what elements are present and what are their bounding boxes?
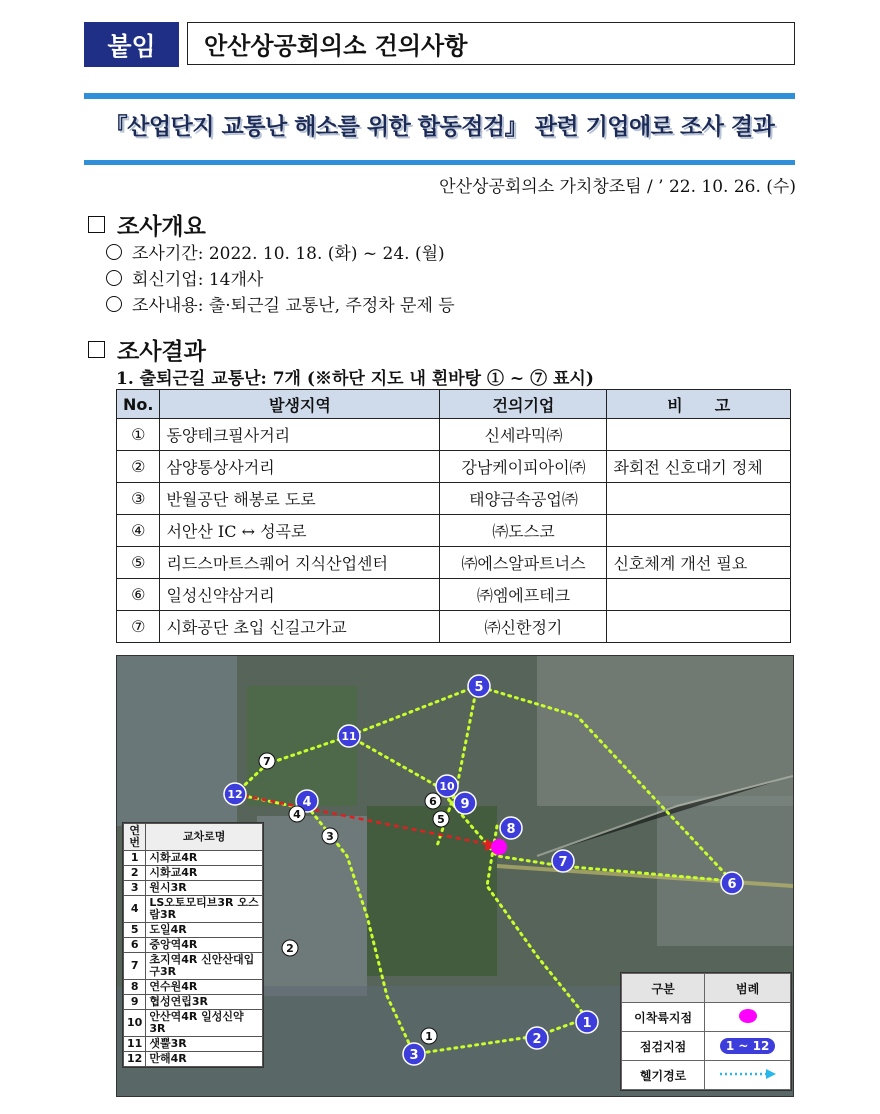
key-label: 이착륙지점 — [622, 1003, 705, 1032]
cell-location: 반월공단 해봉로 도로 — [160, 483, 440, 515]
map-key — [620, 972, 792, 1091]
svg-text:5: 5 — [474, 680, 484, 695]
key-symbol — [705, 1061, 791, 1090]
key-symbol — [705, 1003, 791, 1032]
byline: 안산상공회의소 가치창조팀 / ’ 22. 10. 26. (수) — [439, 177, 796, 197]
legend-row — [124, 881, 263, 896]
legend-name: LS오토모티브3R 오스람3R — [146, 896, 263, 923]
circle-bullet-icon — [106, 244, 122, 260]
page-title: 『산업단지 교통난 해소를 위한 합동점검』 관련 기업애로 조사 결과 — [104, 114, 775, 140]
legend-name: 시화교4R — [146, 851, 263, 866]
dotted-arrow-icon — [718, 1067, 778, 1081]
overview-item — [106, 239, 445, 264]
legend-row — [124, 866, 263, 881]
intersection-legend — [122, 822, 264, 1068]
legend-name: 초지역4R 신안산대입구3R — [146, 953, 263, 980]
cell-location: 삼양통상사거리 — [160, 451, 440, 483]
overview-heading-text: 조사개요 — [117, 214, 206, 240]
circle-bullet-icon — [106, 270, 122, 286]
table-row — [117, 483, 791, 515]
cell-location: 동양테크필사거리 — [160, 419, 440, 451]
cell-no: ④ — [117, 515, 160, 547]
key-col-type: 구분 — [622, 974, 705, 1003]
header-title: 안산상공회의소 건의사항 — [187, 22, 795, 65]
legend-name: 만해4R — [146, 1052, 263, 1067]
legend-name: 연수원4R — [146, 980, 263, 995]
svg-text:1: 1 — [582, 1016, 592, 1031]
key-header-row — [622, 974, 791, 1003]
magenta-dot-icon — [736, 1007, 760, 1025]
table-row — [117, 579, 791, 611]
legend-name: 샛뿔3R — [146, 1037, 263, 1052]
checkbox-square-icon — [88, 341, 105, 358]
table-row — [117, 515, 791, 547]
cell-company: 강남케이피아이㈜ — [440, 451, 607, 483]
checkpoint-marker — [436, 775, 458, 797]
svg-text:6: 6 — [727, 877, 737, 892]
key-label: 헬기경로 — [622, 1061, 705, 1090]
congestion-marker — [289, 806, 305, 822]
congestion-marker — [425, 793, 441, 809]
overview-heading — [88, 208, 206, 241]
checkpoint-marker — [500, 817, 522, 839]
cell-company: 태양금속공업㈜ — [440, 483, 607, 515]
svg-text:4: 4 — [293, 808, 301, 821]
legend-row — [124, 980, 263, 995]
cell-company: ㈜엠에프테크 — [440, 579, 607, 611]
table-row — [117, 547, 791, 579]
checkpoint-marker — [526, 1027, 548, 1049]
cell-no: ① — [117, 419, 160, 451]
legend-col-no: 연번 — [124, 824, 146, 851]
legend-no: 4 — [124, 896, 146, 923]
svg-text:8: 8 — [506, 822, 516, 837]
key-row — [622, 1032, 791, 1061]
key-label: 점검지점 — [622, 1032, 705, 1061]
checkbox-square-icon — [88, 216, 105, 233]
legend-no: 11 — [124, 1037, 146, 1052]
checkpoint-marker — [552, 850, 574, 872]
cell-remarks — [607, 419, 791, 451]
svg-text:12: 12 — [227, 788, 243, 801]
key-symbol — [705, 1032, 791, 1061]
legend-no: 1 — [124, 851, 146, 866]
legend-row — [124, 938, 263, 953]
cell-no: ⑦ — [117, 611, 160, 643]
legend-row — [124, 1037, 263, 1052]
legend-row — [124, 851, 263, 866]
overview-item — [106, 265, 263, 290]
cell-remarks — [607, 483, 791, 515]
overview-item-text: 조사기간: 2022. 10. 18. (화) ~ 24. (월) — [132, 244, 445, 264]
svg-text:7: 7 — [263, 755, 271, 768]
cell-location: 서안산 IC ↔ 성곡로 — [160, 515, 440, 547]
cell-remarks — [607, 579, 791, 611]
legend-name: 중앙역4R — [146, 938, 263, 953]
table-row — [117, 451, 791, 483]
svg-text:1: 1 — [425, 1030, 433, 1043]
legend-name: 도일4R — [146, 923, 263, 938]
svg-text:9: 9 — [460, 797, 470, 812]
legend-name: 원시3R — [146, 881, 263, 896]
checkpoint-marker — [468, 675, 490, 697]
title-bar-bottom — [84, 160, 795, 165]
congestion-marker — [322, 828, 338, 844]
svg-text:5: 5 — [437, 813, 445, 826]
congestion-marker — [282, 940, 298, 956]
cell-remarks — [607, 515, 791, 547]
title-bar-top — [84, 93, 795, 99]
results-subheading: 1. 출퇴근길 교통난: 7개 (※하단 지도 내 흰바탕 ① ~ ⑦ 표시) — [116, 364, 594, 391]
table-row — [117, 419, 791, 451]
svg-text:3: 3 — [409, 1048, 419, 1063]
col-header-company: 건의기업 — [440, 390, 607, 419]
svg-text:6: 6 — [429, 795, 437, 808]
key-col-symbol: 범례 — [705, 974, 791, 1003]
checkpoint-range: 1 ~ 12 — [720, 1038, 775, 1054]
svg-text:10: 10 — [439, 780, 455, 793]
cell-location: 리드스마트스퀘어 지식산업센터 — [160, 547, 440, 579]
cell-no: ⑥ — [117, 579, 160, 611]
circle-bullet-icon — [106, 296, 122, 312]
results-heading-text: 조사결과 — [117, 339, 206, 365]
col-header-location: 발생지역 — [160, 390, 440, 419]
cell-company: ㈜도스코 — [440, 515, 607, 547]
legend-no: 8 — [124, 980, 146, 995]
landing-point-marker — [491, 839, 507, 855]
overview-item — [106, 291, 455, 316]
cell-company: 신세라믹㈜ — [440, 419, 607, 451]
svg-text:2: 2 — [532, 1032, 542, 1047]
legend-row — [124, 1010, 263, 1037]
legend-no: 9 — [124, 995, 146, 1010]
legend-no: 3 — [124, 881, 146, 896]
checkpoint-marker — [721, 872, 743, 894]
key-row — [622, 1061, 791, 1090]
legend-no: 5 — [124, 923, 146, 938]
congestion-marker — [259, 753, 275, 769]
cell-remarks: 신호체계 개선 필요 — [607, 547, 791, 579]
legend-row — [124, 1052, 263, 1067]
legend-col-name: 교차로명 — [146, 824, 263, 851]
legend-row — [124, 953, 263, 980]
svg-text:3: 3 — [326, 830, 334, 843]
results-heading — [88, 333, 206, 366]
col-header-no: No. — [117, 390, 160, 419]
table-header-row — [117, 390, 791, 419]
svg-text:4: 4 — [302, 795, 312, 810]
cell-company: ㈜에스알파트너스 — [440, 547, 607, 579]
cell-company: ㈜신한정기 — [440, 611, 607, 643]
legend-row — [124, 896, 263, 923]
col-header-remarks: 비 고 — [607, 390, 791, 419]
cell-no: ⑤ — [117, 547, 160, 579]
cell-location: 일성신약삼거리 — [160, 579, 440, 611]
overview-item-text: 회신기업: 14개사 — [132, 270, 264, 290]
checkpoint-marker — [454, 792, 476, 814]
legend-no: 2 — [124, 866, 146, 881]
legend-no: 6 — [124, 938, 146, 953]
legend-row — [124, 995, 263, 1010]
checkpoint-marker — [576, 1011, 598, 1033]
legend-header-row — [124, 824, 263, 851]
results-table — [116, 389, 791, 643]
congestion-marker — [421, 1028, 437, 1044]
cell-no: ③ — [117, 483, 160, 515]
key-row — [622, 1003, 791, 1032]
legend-no: 7 — [124, 953, 146, 980]
legend-name: 협성연립3R — [146, 995, 263, 1010]
checkpoint-marker — [224, 783, 246, 805]
svg-text:2: 2 — [286, 942, 294, 955]
table-row — [117, 611, 791, 643]
attachment-tag: 붙임 — [84, 22, 179, 67]
cell-remarks: 좌회전 신호대기 정체 — [607, 451, 791, 483]
legend-row — [124, 923, 263, 938]
checkpoint-marker — [403, 1043, 425, 1065]
legend-name: 안산역4R 일성신약3R — [146, 1010, 263, 1037]
legend-no: 10 — [124, 1010, 146, 1037]
cell-location: 시화공단 초입 신길고가교 — [160, 611, 440, 643]
svg-text:7: 7 — [558, 855, 568, 870]
legend-no: 12 — [124, 1052, 146, 1067]
congestion-marker — [433, 811, 449, 827]
cell-remarks — [607, 611, 791, 643]
svg-text:11: 11 — [341, 730, 357, 743]
cell-no: ② — [117, 451, 160, 483]
legend-name: 시화교4R — [146, 866, 263, 881]
checkpoint-marker — [338, 725, 360, 747]
overview-item-text: 조사내용: 출·퇴근길 교통난, 주정차 문제 등 — [132, 296, 455, 316]
